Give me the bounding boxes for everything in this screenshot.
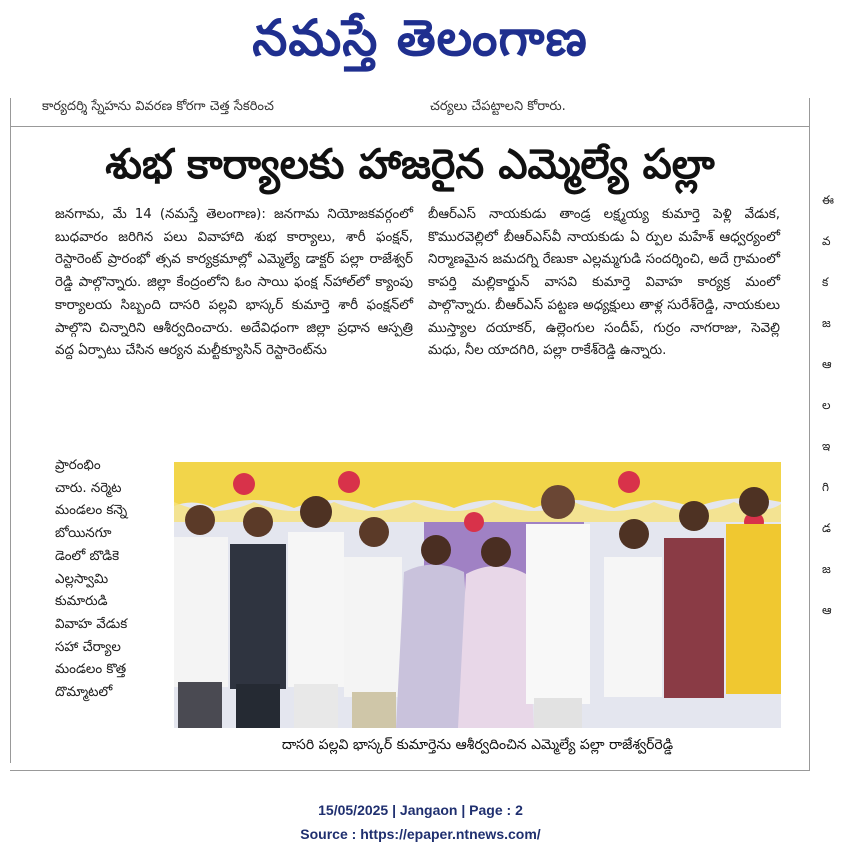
article-headline: శుభ కార్యాలకు హాజరైన ఎమ్మెల్యే పల్లా (105, 140, 715, 188)
continuation-line: మండలం కొత్త (55, 662, 127, 678)
section-divider (10, 126, 810, 127)
edge-fragment: ఆ (822, 357, 832, 371)
article-column-1-continuation (55, 455, 167, 705)
continuation-line: చారు. నర్మెట (55, 480, 122, 496)
continuation-line: దొమ్మాటలో (55, 685, 113, 701)
article-column-2 (428, 204, 780, 454)
edge-fragment: వ (822, 234, 831, 248)
article-photo (174, 462, 781, 728)
page-bottom-border (10, 770, 810, 771)
edge-fragment: డ (822, 521, 831, 535)
column-2-paragraph: బీఆర్ఎస్ నాయకుడు తాండ్ర లక్ష్మయ్య కుమార్తె పెళ్లి వేడుక, కొమురవెల్లిలో బీఆర్ఎస్‌వీ నాయకుడు ఏ ర్పుల మహేశ్ ఆధ్వర్యంలో నిర్మాణమైన జమదగ్ని రేణుకా ఎల్లమ్మగుడి సందర్శించి, అదే గ్రామంలో కాపర్తి మల్లికార్జున్ వాసవి కుమార్తె వివాహ కార్యక్ర మంలో పాల్గొన్నారు. బీఆర్ఎస్ పట్టణ అధ్యక్షులు తాళ్ల సురేశ్‌రెడ్డి, నాయకులు ముస్త్యాల దయాకర్, ఉల్లెంగుల సందీప్, గుర్రం నాగరాజు, సెవెల్లి మధు, నీల యాదగిరి, పల్లా రాకేశ్‌రెడ్డి ఉన్నారు. (428, 207, 780, 359)
continuation-line: డెంలో బొడికె (55, 548, 120, 564)
edge-fragment: క (822, 275, 829, 289)
masthead-logo: నమస్తే తెలంగాణ (252, 9, 588, 67)
page-left-border (10, 98, 11, 763)
continuation-line: సహా చేర్యాల (55, 639, 121, 655)
page-right-border (809, 98, 810, 770)
edge-fragment: ఈ (822, 193, 834, 207)
group-photo-illustration (174, 462, 781, 728)
continuation-line: ఎల్లస్వామి (55, 571, 109, 587)
adjacent-article-edge (822, 180, 841, 780)
edge-fragment: ఇ (822, 439, 831, 453)
previous-article-tail-left: కార్యదర్శి స్నేహను వివరణ కోరగా చెత్త సేకరించ (42, 99, 274, 114)
edge-fragment: ఆ (822, 603, 832, 617)
article-column-1 (55, 204, 413, 454)
edge-fragment: గి (822, 480, 829, 494)
column-1-paragraph: జనగామ, మే 14 (నమస్తే తెలంగాణ): జనగామ నియోజకవర్గంలో బుధవారం జరిగిన పలు వివాహాది శుభ కార్యాలు, శారీ ఫంక్షన్, రెస్టారెంట్ ప్రారంభో త్సవ కార్యక్రమాల్లో ఎమ్మెల్యే డాక్టర్ పల్లా రాజేశ్వర్ రెడ్డి పాల్గొన్నారు. జిల్లా కేంద్రంలోని ఓం సాయి ఫంక్ష న్‌హాల్‌లో క్యాంపు కార్యాలయ సిబ్బంది దాసరి పల్లవి భాస్కర్ కుమార్తె శారీ ఫంక్షన్‌లో పాల్గొని చిన్నారిని ఆశీర్వదించారు. అదేవిధంగా జిల్లా ప్రధాన ఆస్పత్రి వద్ద ఏర్పాటు చేసిన ఆర్యన మల్టీక్యూసిన్ రెస్టారెంట్‌ను (55, 207, 413, 359)
continuation-line: కుమారుడి (55, 594, 108, 610)
edge-fragment: ల (822, 398, 831, 412)
footer-date-edition: 15/05/2025 | Jangaon | Page : 2 (318, 802, 523, 818)
continuation-line: మండలం కన్నె (55, 503, 128, 519)
footer-source-link[interactable]: Source : https://epaper.ntnews.com/ (300, 826, 541, 842)
continuation-line: వివాహ వేడుక (55, 616, 128, 632)
photo-caption: దాసరి పల్లవి భాస్కర్ కుమార్తెను ఆశీర్వదించిన ఎమ్మెల్యే పల్లా రాజేశ్వర్‌రెడ్డి (281, 737, 674, 753)
edge-fragment: జ (822, 562, 831, 576)
edge-fragment: జ (822, 316, 831, 330)
previous-article-tail-right: చర్యలు చేపట్టాలని కోరారు. (430, 99, 566, 114)
continuation-line: ప్రారంభిం (55, 458, 101, 473)
continuation-line: బోయినగూ (55, 526, 112, 542)
